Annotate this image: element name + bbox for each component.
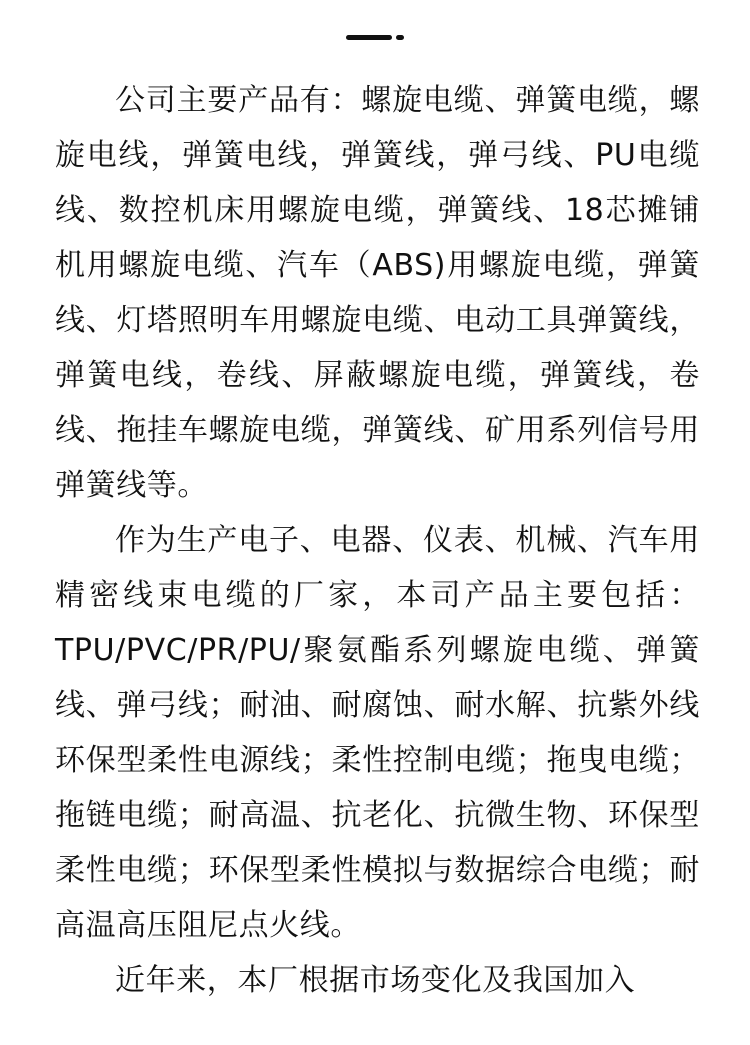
divider-short-bar [396, 35, 404, 40]
section-divider [346, 35, 406, 40]
article-body [55, 73, 700, 1008]
paragraph-products: 公司主要产品有：螺旋电缆、弹簧电缆，螺旋电线，弹簧电线，弹簧线，弹弓线、PU电缆线、数控机床用螺旋电缆，弹簧线、18芯摊铺机用螺旋电缆、汽车（ABS)用螺旋电缆，弹簧线、灯塔照明车用螺旋电缆、电动工具弹簧线，弹簧电线，卷线、屏蔽螺旋电缆，弹簧线，卷线、拖挂车螺旋电缆，弹簧线、矿用系列信号用弹簧线等。 [55, 83, 700, 503]
paragraph-recent-years: 近年来，本厂根据市场变化及我国加入 [115, 963, 636, 998]
divider-long-bar [346, 35, 392, 40]
paragraph-manufacturer: 作为生产电子、电器、仪表、机械、汽车用精密线束电缆的厂家，本司产品主要包括：TPU/PVC/PR/PU/聚氨酯系列螺旋电缆、弹簧线、弹弓线；耐油、耐腐蚀、耐水解、抗紫外线环保型柔性电源线；柔性控制电缆；拖曳电缆；拖链电缆；耐高温、抗老化、抗微生物、环保型柔性电缆；环保型柔性模拟与数据综合电缆；耐高温高压阻尼点火线。 [55, 523, 700, 943]
